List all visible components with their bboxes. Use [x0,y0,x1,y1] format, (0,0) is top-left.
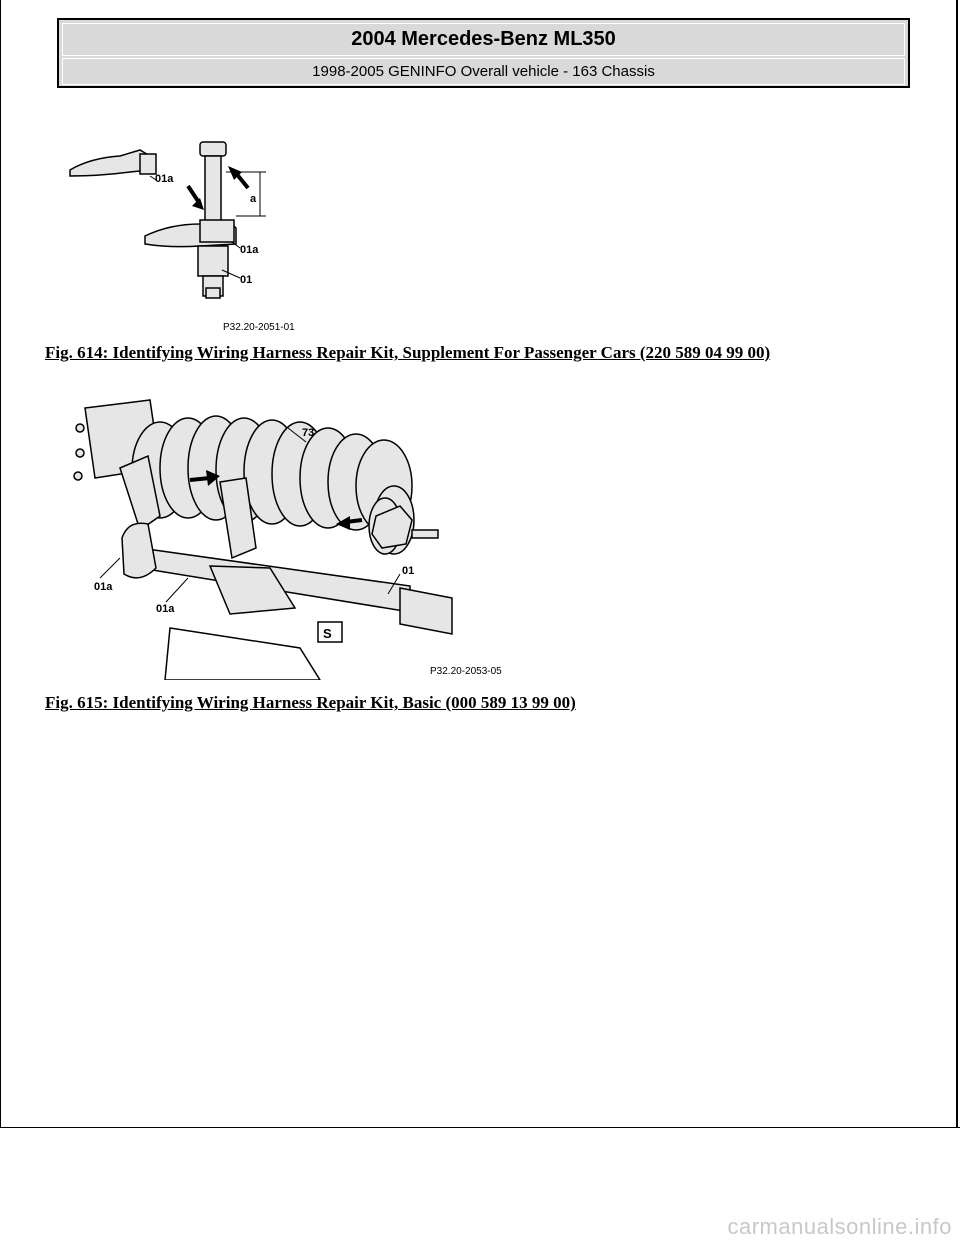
site-watermark: carmanualsonline.info [727,1214,952,1239]
figure-614-image [60,128,320,338]
figure-614-label-4: 01 [240,274,253,286]
figure-614-label-1: 01a [155,173,174,185]
figure-615-caption: Fig. 615: Identifying Wiring Harness Repair Kit, Basic (000 589 13 99 00) [45,693,576,712]
figure-615-label-1: 73 [302,427,315,439]
page-header [57,18,910,88]
header-title: 2004 Mercedes-Benz ML350 [62,23,905,56]
figure-615-ref-code: P32.20-2053-05 [430,666,502,677]
figure-615-image [60,398,530,680]
header-subtitle: 1998-2005 GENINFO Overall vehicle - 163 Chassis [62,58,905,85]
figure-614-ref-code: P32.20-2051-01 [223,322,295,333]
figure-614-label-2: a [250,193,257,205]
figure-614-label-3: 01a [240,244,259,256]
figure-615-label-3: 01a [156,603,175,615]
figure-614-caption: Fig. 614: Identifying Wiring Harness Repair Kit, Supplement For Passenger Cars (220 589 04 99 00) [45,343,771,362]
figure-615-label-4: 01 [402,565,415,577]
figure-615-label-2: 01a [94,581,113,593]
svg-text:S: S [323,626,332,641]
page-bottom-rule [0,1127,960,1128]
